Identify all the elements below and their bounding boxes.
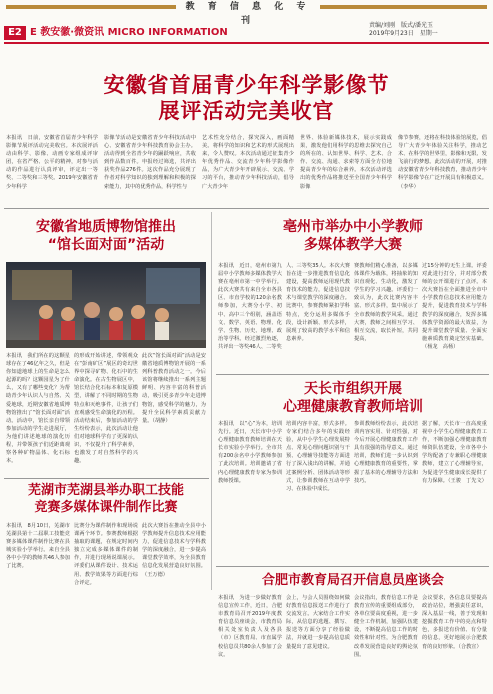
editor-line: 责编/刘刚 版式/潘光玉	[369, 22, 434, 29]
tianchang-title-line1: 天长市组织开展	[304, 381, 402, 397]
tianchang-body-col3: 参训教师纷纷表示，此次培训内容实用、针对性强，对今后开展心理健康教育工作具有很强的指导意义。通过培训，教师们进一步认识到心理健康教育的重要性，掌握了基本的心理辅导方法和技巧。	[354, 421, 418, 484]
lead-title-line2: 展评活动完美收官	[158, 99, 335, 123]
tianchang-body-col2: 培训内容丰富，形式多样。专家们结合多年的实践经验，从中小学生心理发展特点、常见心理问题识别与干预、心理辅导技能等方面进行了深入浅出的讲解，并通过案例分析、团体活动等形式，让参训教师在互动中学习、在体验中成长。	[286, 421, 350, 492]
wuhu-body-col2: 比赛分为课件制作和现场说课两个环节。参赛教师根据抽取的课题，在规定时间内独立完成多媒体课件的制作，并进行现场说课展示。评委们从课件设计、技术运用、教学效果等方面进行综合评定。	[74, 523, 138, 586]
hefei-body-col3: 会议指出，教育信息工作是教育宣传的重要组成部分，各单位要高度重视，进一步健全工作机制，加强队伍建设，不断提高信息工作的时效性和针对性，为合肥教育改革发展营造良好的舆论氛围。	[354, 595, 418, 658]
museum-photo	[6, 262, 206, 348]
date-line: 2019年9月23日 星期一	[369, 30, 438, 37]
tianchang-headline	[218, 380, 488, 416]
lead-body-col1: 本报讯 日前，安徽省首届青少年科学影像节展评活动完美收官。本次展评活动由科学、影像、动画专家组成评审团，在省严格、公平的精神，对参与活动的作品进行认真评审，评定出一等奖、二等奖和三等奖。2019年安徽省青少年科学	[6, 135, 98, 190]
museum-title-line2: “馆长面对面”活动	[47, 237, 165, 253]
column-title: 教 育 信 息 化 专 刊	[185, 2, 311, 26]
column-divider	[211, 212, 212, 590]
museum-photo-image	[6, 262, 206, 348]
lead-body-col4: 世界、体验新媒体技术，展示实践成果，激发他们用科学的思维去探究自己的所在的、认知世界、科学、艺术、合作、交流、沟通、求索等方面全方位地提高青少年的综合素养。本次活动评选出的优秀作品将推送至全国青少年科学影像	[300, 135, 392, 190]
wuhu-title-line2: 竞赛多媒体课件制作比赛	[34, 500, 178, 515]
bozhou-title-line1: 亳州市举办中小学教师	[283, 219, 423, 235]
museum-body-col1: 本报讯 我们所在的这颗星球存在了46亿年之久，但是你知道地球上的生命是怎么起源的吗？这颗园星为了什么，又有了哪些变化？为帮助青少年认识人与自然、关爱地球，近期安徽省地质博物馆推出了“馆长面对面”活动。活动中，馆长亲自带领参加活动的学生走进展厅，为他们讲述地球的演化历程，并带领孩子们近距离观察各种矿物晶体、化石标本。	[6, 353, 70, 465]
wuhu-body-col3: 此次大赛旨在推动全县中小学教师提升信息技术应用能力，促进信息技术与学科教学的深度融合，进一步提高课堂教学效率，为全县教育信息化发展营造良好氛围。（王万德）	[142, 523, 206, 578]
banner-rule-right	[320, 5, 487, 9]
bozhou-body-col1: 本报讯 近日，亳州市第九届中小学教师多媒体教学大赛在亳州市第一中学举行。此次大赛共有来自全市各县区、市直学校的120余名教师参加，大赛分小学、初中、高中三个组别，涵盖语文、数学、英语、物理、化学、生物、历史、地理、政治等学科。经过激烈角逐，共评出一等奖46人、二等奖	[218, 263, 282, 350]
paper-name: E 教安徽·微资讯 MICRO INFORMATION	[30, 27, 228, 38]
lead-body-col3: 艺术性充分结合，探究深入，画面精美。将科学的知识和艺术的形式展现出来，令人赞叹。本次活动通过征集青少年优秀作品、交流青少年科学影像作品，为广大青少年开辟展示、交流、学习的平台，推动青少年科技活动，倡导广大青少年	[202, 135, 294, 190]
hefei-title-line1: 合肥市教育局召开信息员座谈会	[261, 573, 444, 588]
wuhu-headline	[6, 482, 206, 516]
museum-title-line1: 安徽省地质博物馆推出	[36, 219, 176, 235]
section-divider	[4, 208, 489, 209]
bozhou-body-col3: 赛教师们精心准备，以多媒体课件为载体，将抽象的知识直观化、生动化，激发了学生的学习兴趣。评委们一致认为，此次比赛内容丰富、形式多样，集中展示了全市教师的教学风采。通过大赛，教师之间相互学习、相互交流，取长补短，共同提高，	[354, 263, 418, 342]
lead-headline	[40, 72, 453, 124]
wuhu-divider	[4, 478, 209, 479]
hefei-body-col4: 会议要求，各信息员要提高政治站位，增强责任意识，深入基层一线，善于发现和挖掘教育工作中的亮点和特色，多报送有价值、有分量的信息，更好地展示合肥教育的良好形象。（合教宣）	[422, 595, 487, 650]
hefei-headline	[218, 572, 488, 589]
bozhou-title-line2: 多媒体教学大赛	[304, 237, 402, 253]
bozhou-body-col4: 过15分钟的无生上课。评委对此进行打分，并对部分教师的公开课进行了点评。本次大赛旨在全面推进全市中小学教育信息技术应用能力提升，促进教育技术与学科教学的深度融合，发挥多媒体教学资源的最大效益，为提升课堂教学质量、全面实施素质教育奠定坚实基础。（杨龙 高杨）	[422, 263, 487, 350]
hefei-body-col2: 会上，与会人员围绕如何做好教育信息报送工作进行了交流发言。大家结合工作实际，从信息的选题、撰写、报送等方面分享了经验做法，并就进一步提高信息质量提出了意见建议。	[286, 595, 350, 650]
bozhou-body-col2: 人、三等奖35人。本次大赛旨在进一步推进教育信息化建设，提高教师运用现代教育技术的能力，促进信息技术与课堂教学的深度融合。比赛中，参赛教师紧扣学科特点，充分运用多媒体手段，设计新颖、形式多样，展现了较高的教学水平和信息素养。	[286, 263, 350, 342]
tianchang-body-col1: 本报讯 以“心”为本，培训先行。近日，天长市中小学心理健康教育教师培训在天长市实验小学举行。全市共有200余名中小学教师参加了此次培训。培训邀请了省内心理健康教育专家为参训教师授课。	[218, 421, 282, 484]
banner-rule-left	[6, 5, 176, 9]
hefei-body-col1: 本报讯 为进一步做好教育信息宣传工作，近日，合肥市教育局召开2019年度教育信息员座谈会，市教育局相关处室负责人及各县（市）区教育局、市直属学校信息员共80余人参加了会议。	[218, 595, 282, 658]
tianchang-body-col4: 据了解，天长市一直高度重视中小学生心理健康教育工作，不断加强心理健康教育师资队伍建设，全市各中小学均配备了专兼职心理健康教师，建立了心理辅导室，为促进学生健康成长提供了有力保障。（王骏 丁先文）	[422, 421, 487, 484]
lead-body-col5: 像节参赛，还将在科技体验馆展览，倡导广大青少年体验关注科学，推动艺术、在科学的世界里，影像和无限、发飞前行的梦想。此次活动的开展，对推动安徽省青少年科技教育，推动青少年科学影像节在广泛开展具有积极意义。（李华）	[398, 135, 487, 190]
hefei-divider	[216, 566, 489, 567]
page-number-badge: E2	[4, 26, 26, 40]
bozhou-divider	[216, 374, 489, 375]
masthead-rule	[4, 42, 489, 44]
museum-body-col2: 的形成开始讲述，带领观众在“彭南矿区”展区的奇幻世界中探寻矿物、化石中的生命演化。在古生物展区中，馆长结合化石标本和复原模型，讲解了不同时期的生物特点和灭绝事件，让孩子们直观感受生命演化的历程。活动结束后，参加活动的学生纷纷表示，此次活动让他们对地球科学有了更深的认识，不仅提升了科学素养，也激发了对自然科学的兴趣。	[74, 353, 138, 465]
bozhou-headline	[218, 218, 488, 254]
wuhu-title-line1: 芜湖市芜湖县举办职工技能	[27, 483, 184, 498]
wuhu-body-col1: 本报讯 8月10日，芜湖市芜湖县第十二届职工技能竞赛多媒体课件制作比赛在县城实验小学举行。来自全县各中小学的教师共46人参加了比赛。	[6, 523, 70, 570]
museum-headline	[6, 218, 206, 254]
tianchang-title-line2: 心理健康教育教师培训	[283, 399, 423, 415]
lead-body-col2: 影像节活动是安徽省青少年科技活动中心、安徽省青少年科技教育协会主办。活动得到全省青少年的踊跃响应，共收到作品数百件。申报经过筛选，共评出获奖作品276件。这次作品充分展现了作者对科学知识的独到理解和积极的探索能力，其中的优秀作品，科学性与	[104, 135, 196, 190]
masthead	[4, 22, 489, 40]
museum-body-col3: 此次“馆长面对面”活动是安徽省地质博物馆开展的一系列科普教育活动之一。今后该馆将继续推出一系列主题鲜明、内容丰富的科普活动，吸引更多青少年走进博物馆，感受科学的魅力，为提升全民科学素质贡献力量。（胡静）	[142, 353, 206, 424]
masthead-meta	[369, 22, 489, 38]
lead-title-line1: 安徽省首届青少年科学影像节	[103, 73, 390, 97]
